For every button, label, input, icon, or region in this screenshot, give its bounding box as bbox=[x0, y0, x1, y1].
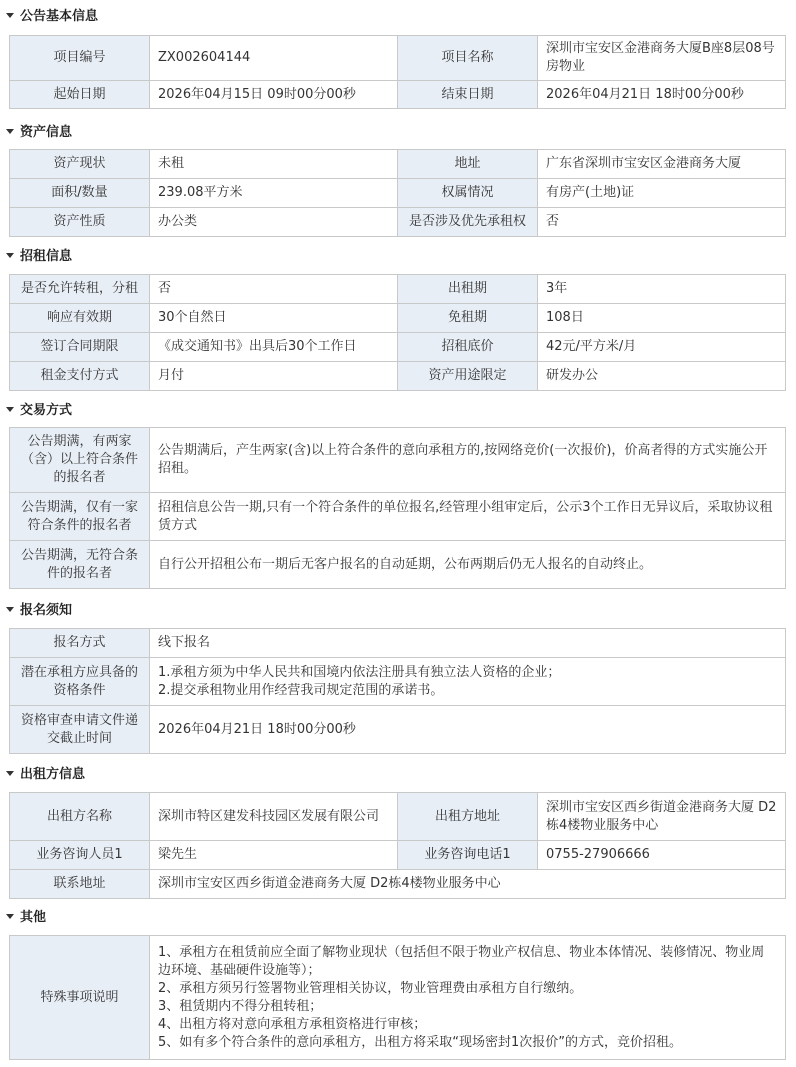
section-header[interactable] bbox=[0, 764, 796, 786]
end-date: 2026年04月21日 18时00分00秒 bbox=[538, 81, 786, 109]
section-title: 资产信息 bbox=[20, 125, 73, 140]
section-signup-notice bbox=[0, 600, 796, 622]
contact-address: 深圳市宝安区西乡街道金港商务大厦 D2栋4楼物业服务中心 bbox=[150, 870, 786, 899]
leasing-info-table bbox=[9, 274, 786, 391]
label-cell: 出租方名称 bbox=[10, 793, 150, 841]
signup-method: 线下报名 bbox=[150, 629, 786, 658]
payment-method: 月付 bbox=[150, 362, 398, 391]
caret-down-icon bbox=[6, 13, 14, 18]
section-title: 交易方式 bbox=[20, 403, 73, 418]
trade-rule: 公告期满后，产生两家(含)以上符合条件的意向承租方的,按网络竞价(一次报价)，价高者得的方式实施公开招租。 bbox=[150, 428, 786, 493]
label-cell: 潜在承租方应具备的资格条件 bbox=[10, 658, 150, 706]
label-cell: 公告期满，无符合条件的报名者 bbox=[10, 541, 150, 589]
trade-method-table bbox=[9, 427, 786, 589]
contact-phone: 0755-27906666 bbox=[538, 841, 786, 870]
label-cell: 联系地址 bbox=[10, 870, 150, 899]
label-cell: 公告期满，仅有一家符合条件的报名者 bbox=[10, 493, 150, 541]
lessor-name: 深圳市特区建发科技园区发展有限公司 bbox=[150, 793, 398, 841]
section-other bbox=[0, 907, 796, 929]
label-cell: 结束日期 bbox=[398, 81, 538, 109]
lease-term: 3年 bbox=[538, 275, 786, 304]
asset-area: 239.08平方米 bbox=[150, 179, 398, 208]
label-cell: 资格审查申请文件递交截止时间 bbox=[10, 706, 150, 754]
section-header[interactable] bbox=[0, 907, 796, 929]
section-header[interactable] bbox=[0, 246, 796, 268]
trade-rule: 招租信息公告一期,只有一个符合条件的单位报名,经管理小组审定后，公示3个工作日无异议后，采取协议租赁方式 bbox=[150, 493, 786, 541]
label-cell: 资产现状 bbox=[10, 150, 150, 179]
section-title: 报名须知 bbox=[20, 603, 73, 618]
label-cell: 是否允许转租，分租 bbox=[10, 275, 150, 304]
project-name: 深圳市宝安区金港商务大厦B座8层08号房物业 bbox=[538, 36, 786, 81]
project-number: ZX002604144 bbox=[150, 36, 398, 81]
label-cell: 签订合同期限 bbox=[10, 333, 150, 362]
label-cell: 租金支付方式 bbox=[10, 362, 150, 391]
caret-down-icon bbox=[6, 407, 14, 412]
caret-down-icon bbox=[6, 253, 14, 258]
label-cell: 业务咨询电话1 bbox=[398, 841, 538, 870]
lessor-address: 深圳市宝安区西乡街道金港商务大厦 D2栋4楼物业服务中心 bbox=[538, 793, 786, 841]
sublet-allowed: 否 bbox=[150, 275, 398, 304]
section-title: 其他 bbox=[20, 910, 47, 925]
lessor-info-table bbox=[9, 792, 786, 899]
priority-lease: 否 bbox=[538, 208, 786, 237]
asset-ownership: 有房产(土地)证 bbox=[538, 179, 786, 208]
section-leasing-info bbox=[0, 246, 796, 268]
response-validity: 30个自然日 bbox=[150, 304, 398, 333]
start-date: 2026年04月15日 09时00分00秒 bbox=[150, 81, 398, 109]
caret-down-icon bbox=[6, 129, 14, 134]
caret-down-icon bbox=[6, 771, 14, 776]
trade-rule: 自行公开招租公布一期后无客户报名的自动延期，公布两期后仍无人报名的自动终止。 bbox=[150, 541, 786, 589]
asset-nature: 办公类 bbox=[150, 208, 398, 237]
base-price: 42元/平方米/月 bbox=[538, 333, 786, 362]
label-cell: 业务咨询人员1 bbox=[10, 841, 150, 870]
submission-deadline: 2026年04月21日 18时00分00秒 bbox=[150, 706, 786, 754]
asset-info-table bbox=[9, 149, 786, 237]
section-title: 出租方信息 bbox=[20, 767, 86, 782]
label-cell: 权属情况 bbox=[398, 179, 538, 208]
special-notes: 1、承租方在租赁前应全面了解物业现状（包括但不限于物业产权信息、物业本体情况、装修情况、物业周边环境、基础硬件设施等）； 2、承租方须另行签署物业管理相关协议，物业管理费由承租方自行缴纳。 3、租赁期内不得分租转租； 4、出租方将对意向承租方承租资格进行审核； 5、如有多个符合条件的意向承租方，出租方将采取“现场密封1次报价”的方式，竞价招租。 bbox=[150, 936, 786, 1060]
section-header[interactable] bbox=[0, 600, 796, 622]
section-title: 公告基本信息 bbox=[20, 9, 99, 24]
signup-notice-table bbox=[9, 628, 786, 754]
label-cell: 是否涉及优先承租权 bbox=[398, 208, 538, 237]
asset-address: 广东省深圳市宝安区金港商务大厦 bbox=[538, 150, 786, 179]
label-cell: 报名方式 bbox=[10, 629, 150, 658]
rent-free-period: 108日 bbox=[538, 304, 786, 333]
label-cell: 招租底价 bbox=[398, 333, 538, 362]
label-cell: 出租期 bbox=[398, 275, 538, 304]
label-cell: 面积/数量 bbox=[10, 179, 150, 208]
section-trade-method bbox=[0, 400, 796, 422]
section-header[interactable] bbox=[0, 400, 796, 422]
section-header[interactable] bbox=[0, 122, 796, 144]
section-lessor-info bbox=[0, 764, 796, 786]
label-cell: 出租方地址 bbox=[398, 793, 538, 841]
qualification-conditions: 1.承租方须为中华人民共和国境内依法注册具有独立法人资格的企业； 2.提交承租物业用作经营我司规定范围的承诺书。 bbox=[150, 658, 786, 706]
contact-person: 梁先生 bbox=[150, 841, 398, 870]
other-table bbox=[9, 935, 786, 1060]
section-title: 招租信息 bbox=[20, 249, 73, 264]
label-cell: 特殊事项说明 bbox=[10, 936, 150, 1060]
section-basic-info bbox=[0, 6, 796, 28]
basic-info-table bbox=[9, 35, 786, 109]
label-cell: 项目编号 bbox=[10, 36, 150, 81]
caret-down-icon bbox=[6, 607, 14, 612]
usage-restriction: 研发办公 bbox=[538, 362, 786, 391]
section-asset-info bbox=[0, 122, 796, 144]
label-cell: 资产性质 bbox=[10, 208, 150, 237]
label-cell: 地址 bbox=[398, 150, 538, 179]
label-cell: 项目名称 bbox=[398, 36, 538, 81]
asset-status: 未租 bbox=[150, 150, 398, 179]
contract-signing-period: 《成交通知书》出具后30个工作日 bbox=[150, 333, 398, 362]
caret-down-icon bbox=[6, 914, 14, 919]
label-cell: 公告期满，有两家（含）以上符合条件的报名者 bbox=[10, 428, 150, 493]
section-header[interactable] bbox=[0, 6, 796, 28]
label-cell: 响应有效期 bbox=[10, 304, 150, 333]
label-cell: 资产用途限定 bbox=[398, 362, 538, 391]
label-cell: 免租期 bbox=[398, 304, 538, 333]
label-cell: 起始日期 bbox=[10, 81, 150, 109]
